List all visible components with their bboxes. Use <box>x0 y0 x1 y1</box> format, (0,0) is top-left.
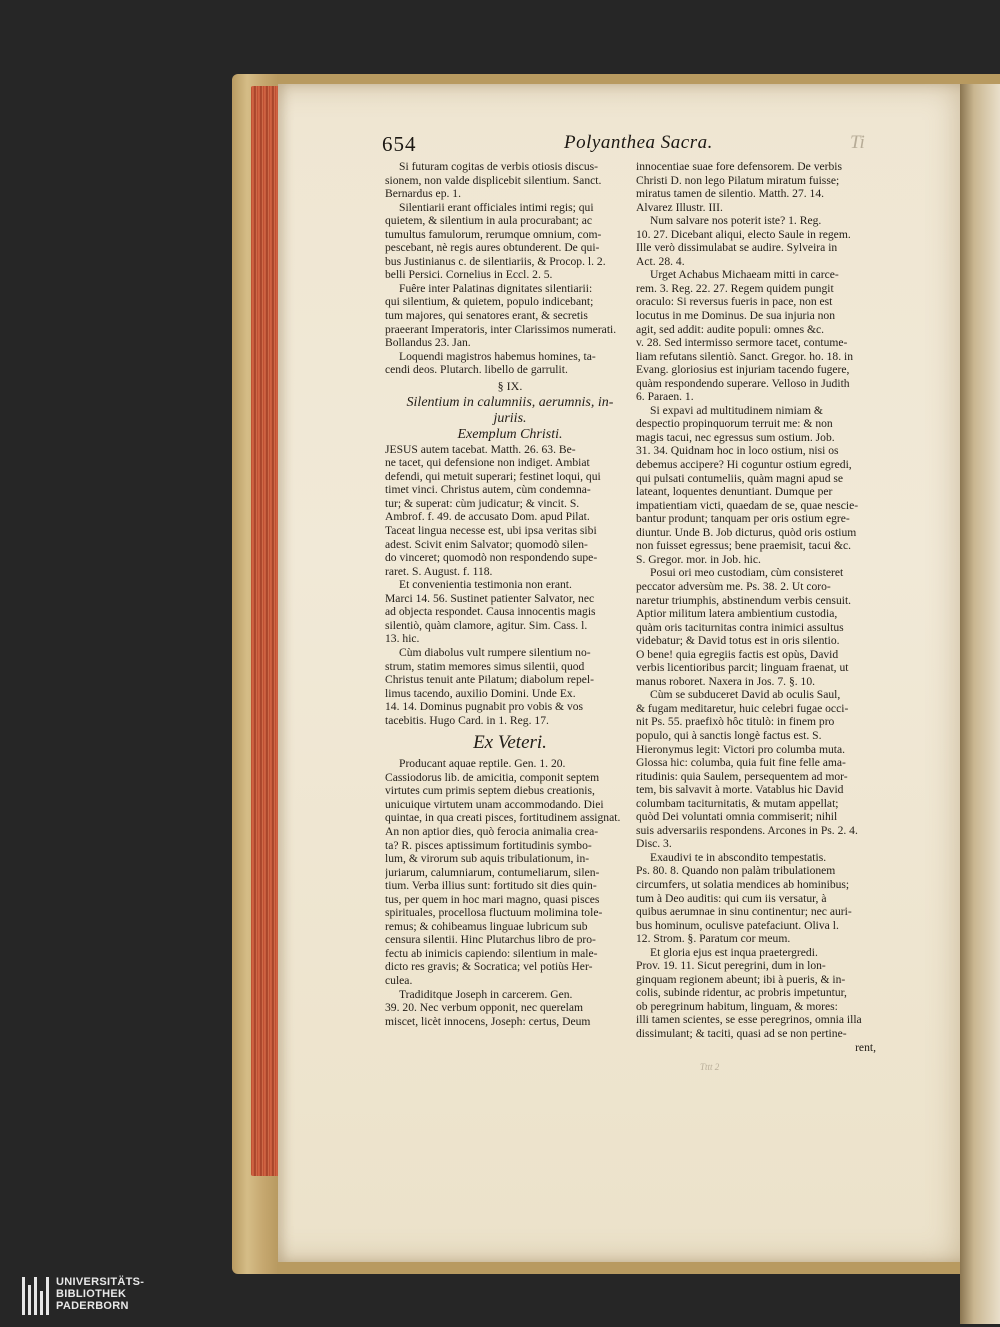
text-line: Aptior militum latera ambientium custodia, <box>636 607 838 621</box>
text-line: despectio propinquorum terruit me: & non <box>636 417 833 431</box>
text-line: tium. Verba illius sunt: fortitudo sit dies quin- <box>385 879 597 893</box>
text-line: Ps. 80. 8. Quando non palàm tribulationem <box>636 864 836 878</box>
text-line: § IX. <box>497 378 523 393</box>
text-line: miratus tamen de silentio. Matth. 27. 14. <box>636 187 825 201</box>
text-line: tur; & superat: cùm judicatur; & vincit. S. <box>385 496 580 510</box>
text-line: populo, qui à sanctis longè factus est. S. <box>636 728 822 742</box>
text-line: quàm respondendo superare. Velloso in Judith <box>636 376 850 390</box>
text-line: colis, subinde ridentur, ac probris impetuntur, <box>636 986 847 1000</box>
text-line: ne tacet, qui defensione non indiget. Ambiat <box>385 456 590 470</box>
left-text-column <box>385 160 635 1028</box>
text-line: Prov. 19. 11. Sicut peregrini, dum in lon- <box>636 959 826 973</box>
text-line: cendi deos. Plutarch. libello de garrulit. <box>385 363 568 377</box>
text-line: Marci 14. 56. Sustinet patienter Salvator, nec <box>385 591 595 605</box>
text-line: Si expavi ad multitudinem nimiam & <box>650 403 823 417</box>
text-line: & fugam meditaretur, huic celebri fugae occi- <box>636 701 849 715</box>
text-line: non fuisset egressus; bene praemisit, tacui &c. <box>636 539 852 553</box>
text-line: liam refutans silentiò. Sanct. Gregor. ho. 18. in <box>636 349 854 363</box>
text-line: 14. 14. Dominus pugnabit pro vobis & vos <box>385 700 584 714</box>
text-line: peccator adversùm me. Ps. 38. 2. Ut coro- <box>636 579 831 593</box>
text-line: quintae, in qua creati pisces, fortitudinem assignat. <box>385 811 621 825</box>
page-edges <box>251 86 281 1176</box>
text-line: raret. S. August. f. 118. <box>385 564 493 578</box>
text-line: unicuique virtutem unam accommodando. Diei <box>385 797 604 811</box>
text-line: Urget Achabus Michaeam mitti in carce- <box>650 268 839 282</box>
text-line: ta? R. pisces aptissimum fortitudinis symbo- <box>385 838 592 852</box>
text-line: agit, sed addit: audite populi: omnes &c. <box>636 322 825 336</box>
text-line: Et convenientia testimonia non erant. <box>399 578 572 592</box>
text-line: Cùm se subduceret David ab oculis Saul, <box>650 688 841 702</box>
page-header <box>382 132 962 160</box>
text-line: miscet, licèt innocens, Joseph: certus, Deum <box>385 1014 591 1028</box>
text-line: Disc. 3. <box>636 837 672 851</box>
text-line: tum majores, qui senatores erant, & secretis <box>385 309 588 323</box>
text-line: 31. 34. Quidnam hoc in loco ostium, nisi os <box>636 444 839 458</box>
text-line: qui silentium, & quietem, populo indicebant; <box>385 295 594 309</box>
text-line: Posui ori meo custodiam, cùm consisteret <box>650 566 844 580</box>
text-line: diuntur. Unde B. Job dicturus, quòd oris ostium <box>636 525 857 539</box>
text-line: Et gloria ejus est inqua praetergredi. <box>650 945 818 959</box>
text-line: Evang. gloriosius est injuriam tacendo fugere, <box>636 363 850 377</box>
text-line: Cassiodorus lib. de amicitia, componit septem <box>385 770 600 784</box>
text-line: Cùm diabolus vult rumpere silentium no- <box>399 645 591 659</box>
text-line: Exemplum Christi. <box>457 426 563 442</box>
text-line: virtutes cum primis septem diebus creationis, <box>385 784 595 798</box>
text-line: ginquam regionem abeunt; ibi à pueris, & in- <box>636 972 846 986</box>
text-line: verbis licentioribus parcit; linguam fraenat, ut <box>636 661 849 675</box>
text-line: circumfers, ut solatia mendices ab hominibus; <box>636 877 850 891</box>
text-line: illi tamen scientes, se esse peregrinos, omnia illa <box>636 1013 862 1027</box>
show-through-signature: Tttt 2 <box>700 1062 720 1072</box>
text-line: Christi D. non lego Pilatum miratum fuisse; <box>636 173 840 187</box>
text-line: O bene! quia egregiis factis est opùs, David <box>636 647 839 661</box>
text-line: 6. Paraen. 1. <box>636 390 694 404</box>
text-line: quàm oris taciturnitas contra inimici assultus <box>636 620 844 634</box>
text-line: columbam taciturnitatis, & mutam appellat; <box>636 796 839 810</box>
text-line: limus tacendo, auxilio Domini. Unde Ex. <box>385 686 576 700</box>
text-line: manus roboret. Naxera in Jos. 7. §. 10. <box>636 674 816 688</box>
text-line: Ex Veteri. <box>473 732 547 754</box>
text-line: timet vinci. Christus autem, cùm condemna- <box>385 483 591 497</box>
text-line: rent, <box>855 1040 876 1054</box>
text-line: innocentiae suae fore defensorem. De verbis <box>636 160 843 173</box>
text-line: ritudinis: quia Saulem, persequentem ad mor- <box>636 769 848 783</box>
text-line: praeerant Imperatoris, inter Clarissimos numerati. <box>385 322 617 336</box>
text-line: Ambrof. f. 49. de accusato Dom. apud Pilat. <box>385 510 590 524</box>
text-line: debemus accipere? Hi coguntur ostium egredi, <box>636 458 852 472</box>
text-line: pescebant, nè regis aures obtunderent. De qui- <box>385 241 600 255</box>
text-line: sionem, non valde displicebit silentium. Sanct. <box>385 173 602 187</box>
text-line: Christus tenuit ante Pilatum; diabolum repel- <box>385 673 594 687</box>
library-logo-text <box>56 1276 144 1312</box>
library-logo-icon <box>22 1277 52 1315</box>
text-line: tem, bis salvavit à morte. Vatablus hic David <box>636 783 844 797</box>
text-line: 13. hic. <box>385 632 420 646</box>
text-line: An non aptior dies, quò ferocia animalia crea- <box>385 824 599 838</box>
text-line: Taceat lingua necesse est, ubi ipsa veritas sibi <box>385 524 597 538</box>
text-line: bus hominum, oculisve patefaciunt. Oliva l. <box>636 918 839 932</box>
text-line: S. Gregor. mor. in Job. hic. <box>636 552 761 566</box>
text-line: naretur triumphis, abstinendum verbis censuit. <box>636 593 852 607</box>
text-line: qui pulsati contumeliis, quàm magni apud se <box>636 471 844 485</box>
text-line: belli Persici. Cornelius in Eccl. 2. 5. <box>385 268 553 282</box>
text-line: lateant, loquentes denuntiant. Dumque per <box>636 485 833 499</box>
logo-line-3: PADERBORN <box>56 1300 129 1312</box>
text-line: rem. 3. Reg. 22. 27. Regem quidem pungit <box>636 281 834 295</box>
text-line: suis adversariis respondens. Arcones in Ps. 2. 4. <box>636 823 858 837</box>
text-line: Glossa hic: columba, quia fuit fine felle ama- <box>636 756 846 770</box>
text-line: tum à Deo auditis: qui cum iis versatur, à <box>636 891 827 905</box>
text-line: 10. 27. Dicebant aliqui, electo Saule in regem. <box>636 227 851 241</box>
text-line: tacebitis. Hugo Card. in 1. Reg. 17. <box>385 713 549 727</box>
facing-page-gutter <box>960 84 1000 1324</box>
text-line: bantur produnt; tanquam per oris ostium egre- <box>636 512 850 526</box>
text-line: Exaudivi te in abscondito tempestatis. <box>650 850 827 864</box>
text-line: videbatur; & David totus est in oris silentio. <box>636 634 840 648</box>
text-line: Hieronymus legit: Victori pro columba muta. <box>636 742 846 756</box>
text-line: Alvarez Illustr. III. <box>636 200 723 214</box>
page-number: 654 <box>382 132 417 156</box>
text-line: dissimulant; & taciti, quasi ad se non pertine- <box>636 1027 847 1040</box>
text-line: impatientiam victi, quaedam de se, quae nescie- <box>636 498 859 512</box>
text-line: Fuêre inter Palatinas dignitates silentiarii: <box>399 281 593 295</box>
text-line: Si futuram cogitas de verbis otiosis discus- <box>399 160 599 173</box>
text-line: spirituales, procellosa fluctuum molimina tole- <box>385 906 603 920</box>
text-line: Silentium in calumniis, aerumnis, in- <box>406 394 614 410</box>
text-line: bus Justinianus c. de silentiariis, & Procop. l. 2. <box>385 254 606 268</box>
text-line: locutus in me Dominus. De sua injuria non <box>636 309 836 323</box>
text-line: ad objecta respondet. Causa innocentis magis <box>385 605 596 619</box>
library-logo <box>22 1274 182 1320</box>
text-line: Loquendi magistros habemus homines, ta- <box>399 349 596 363</box>
text-line: Act. 28. 4. <box>636 254 685 268</box>
text-line: juriarum, calumniarum, contumeliarum, silen- <box>385 865 600 879</box>
text-line: do vinceret; quomodò non respondendo supe- <box>385 551 598 565</box>
show-through-title: Ti <box>850 132 865 153</box>
text-line: lum, & virorum sub aquis tribulationum, in- <box>385 852 590 866</box>
text-line: Bollandus 23. Jan. <box>385 336 471 350</box>
text-line: 12. Strom. §. Paratum cor meum. <box>636 932 791 946</box>
text-line: silentiò, quàm clamore, agitur. Sim. Cass. l. <box>385 618 588 632</box>
text-line: juriis. <box>493 410 527 426</box>
text-line: remus; & cohibeamus linguae lubricum sub <box>385 919 588 933</box>
text-line: dicto res gravis; & Socratica; vel potiùs Her- <box>385 960 593 974</box>
running-title: Polyanthea Sacra. <box>564 132 713 153</box>
text-line: tus, per quem in hoc mari magno, quasi pisces <box>385 892 600 906</box>
text-line: quietem, & silentium in aula procurabant; ac <box>385 214 593 228</box>
logo-line-2: BIBLIOTHEK <box>56 1288 127 1300</box>
logo-line-1: UNIVERSITÄTS- <box>56 1276 145 1288</box>
text-line: Bernardus ep. 1. <box>385 187 461 201</box>
text-line: Num salvare nos poterit iste? 1. Reg. <box>650 214 822 228</box>
text-line: strum, statim memores simus silentii, quod <box>385 659 585 673</box>
text-line: Tradiditque Joseph in carcerem. Gen. <box>399 987 573 1001</box>
text-line: quibus aerumnae in sinu continentur; nec auri- <box>636 905 852 919</box>
text-line: oraculo: Si reversus fueris in pace, non est <box>636 295 833 309</box>
text-line: JESUS autem tacebat. Matth. 26. 63. Be- <box>385 442 576 456</box>
text-line: nit Ps. 55. praefixò hôc titulò: in finem pro <box>636 715 835 729</box>
text-line: culea. <box>385 973 413 987</box>
text-line: Silentiarii erant officiales intimi regis; qui <box>399 200 594 214</box>
text-line: censura silentii. Hinc Plutarchus libro de pro- <box>385 933 596 947</box>
text-line: defendi, qui metuit superari; festinet loqui, qui <box>385 469 601 483</box>
text-line: Producant aquae reptile. Gen. 1. 20. <box>399 757 566 771</box>
text-line: tumultus famulorum, rerumque omnium, com- <box>385 227 602 241</box>
right-text-column <box>636 160 876 1054</box>
text-line: magis tacui, nec egressus sum ostium. Job. <box>636 430 835 444</box>
text-line: adest. Scivit enim Salvator; quomodò silen- <box>385 537 588 551</box>
text-line: 39. 20. Nec verbum opponit, nec querelam <box>385 1001 583 1015</box>
text-line: fectu ab inimicis capiendo: silentium in male- <box>385 946 598 960</box>
text-line: Ille verò dissimulabat se audire. Sylveira in <box>636 241 838 255</box>
text-line: v. 28. Sed intermisso sermore tacet, contume- <box>636 336 848 350</box>
text-line: ob peregrinum habitum, linguam, & mores: <box>636 999 838 1013</box>
text-line: quòd Dei voluntati omnia commiserit; nihil <box>636 810 838 824</box>
